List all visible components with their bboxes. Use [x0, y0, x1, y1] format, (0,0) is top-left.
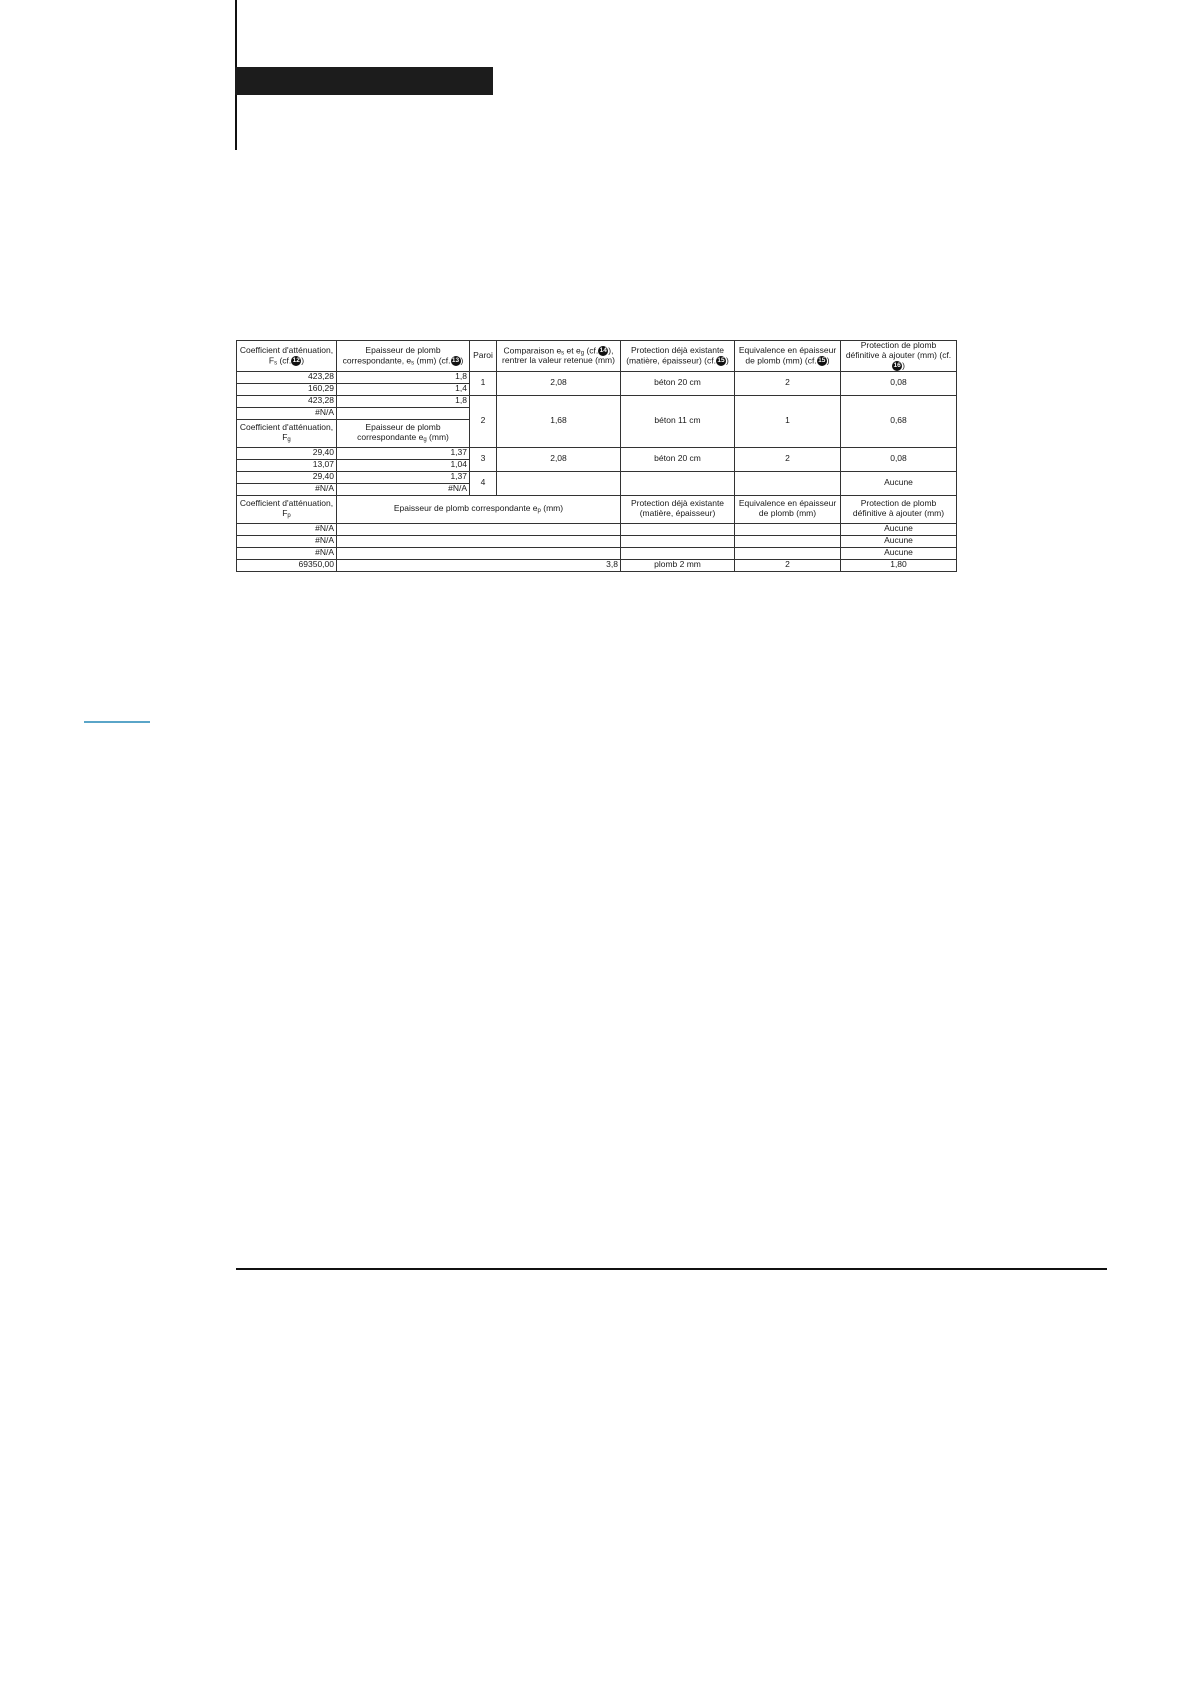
fs-coef-cell: #N/A — [237, 407, 337, 419]
paroi-comp-cell: 2,08 — [497, 371, 621, 395]
equiv2-header: Equivalence en épaisseur de plomb (mm) — [735, 495, 841, 523]
ref-14-icon: 14 — [599, 346, 607, 354]
fp-coef-cell: #N/A — [237, 523, 337, 535]
paroi-num-cell: 1 — [470, 371, 497, 395]
paroi-comp-cell: 1,68 — [497, 395, 621, 447]
table-row — [237, 535, 957, 547]
fp-equiv-cell — [735, 535, 841, 547]
fp-prot-cell — [621, 523, 735, 535]
fs-epais-cell: 1,8 — [337, 395, 470, 407]
fp-prot-cell: plomb 2 mm — [621, 559, 735, 571]
epais-ep-header: Epaisseur de plomb correspondante $e_p$ (mm) — [337, 495, 621, 523]
paroi-equiv-cell: 2 — [735, 371, 841, 395]
fp-equiv-cell: 2 — [735, 559, 841, 571]
fg-epais-cell: 1,37 — [337, 471, 470, 483]
comparaison-header: Comparaison $e_s$ et $e_g$ (cf.14), rentrer la valeur retenue (mm) — [497, 341, 621, 372]
protection-definitive-header: Protection de plomb définitive à ajouter (mm) (cf.16) — [841, 341, 957, 372]
fs-epais-cell: 1,4 — [337, 383, 470, 395]
fp-header-row — [237, 495, 957, 523]
paroi-def-cell: 0,68 — [841, 395, 957, 447]
coef-fp-header: Coefficient d'atténuation, $F_p$ — [237, 495, 337, 523]
fg-coef-cell: 29,40 — [237, 471, 337, 483]
table-row — [237, 559, 957, 571]
margin-blue-rule — [84, 721, 150, 723]
paroi-prot-cell: béton 11 cm — [621, 395, 735, 447]
fs-coef-cell: 423,28 — [237, 395, 337, 407]
paroi-def-cell: Aucune — [841, 471, 957, 495]
fg-coef-cell: 13,07 — [237, 459, 337, 471]
fp-coef-cell: 69350,00 — [237, 559, 337, 571]
paroi-equiv-cell: 1 — [735, 395, 841, 447]
coef-fs-header: Coefficient d'atténuation, $F_s$ (cf.12) — [237, 341, 337, 372]
table-row — [237, 395, 957, 407]
epais-es-header: Epaisseur de plomb correspondante, $e_s$ (mm) (cf.13) — [337, 341, 470, 372]
fp-epais-cell — [337, 535, 621, 547]
table-row — [237, 471, 957, 483]
ref-15-icon: 15 — [717, 356, 725, 364]
prot-def2-header: Protection de plomb définitive à ajouter (mm) — [841, 495, 957, 523]
paroi-def-cell: 0,08 — [841, 371, 957, 395]
fs-coef-cell: 160,29 — [237, 383, 337, 395]
paroi-num-cell: 4 — [470, 471, 497, 495]
fg-epais-cell: 1,04 — [337, 459, 470, 471]
epais-eg-header: Epaisseur de plomb correspondante $e_g$ (mm) — [337, 419, 470, 447]
paroi-comp-cell — [497, 471, 621, 495]
fp-equiv-cell — [735, 523, 841, 535]
shielding-results-table — [236, 340, 957, 572]
ref-13-icon: 13 — [451, 356, 460, 364]
fp-epais-cell: 3,8 — [337, 559, 621, 571]
paroi-num-cell: 3 — [470, 447, 497, 471]
ref-16-icon: 16 — [893, 361, 901, 369]
table-row — [237, 547, 957, 559]
prot-exist2-header: Protection déjà existante (matière, épaisseur) — [621, 495, 735, 523]
paroi-equiv-cell — [735, 471, 841, 495]
fs-epais-cell — [337, 407, 470, 419]
paroi-def-cell: 0,08 — [841, 447, 957, 471]
paroi-prot-cell: béton 20 cm — [621, 371, 735, 395]
coef-fg-header: Coefficient d'atténuation, $F_g$ — [237, 419, 337, 447]
header-black-bar — [235, 67, 493, 95]
fp-prot-cell — [621, 535, 735, 547]
table-row — [237, 523, 957, 535]
fp-coef-cell: #N/A — [237, 535, 337, 547]
paroi-header: Paroi — [470, 341, 497, 372]
paroi-prot-cell: béton 20 cm — [621, 447, 735, 471]
fg-coef-cell: 29,40 — [237, 447, 337, 459]
fg-coef-cell: #N/A — [237, 483, 337, 495]
fp-def-cell: 1,80 — [841, 559, 957, 571]
paroi-prot-cell — [621, 471, 735, 495]
protection-existante-header: Protection déjà existante (matière, épaisseur) (cf.15) — [621, 341, 735, 372]
fp-def-cell: Aucune — [841, 523, 957, 535]
fs-epais-cell: 1,8 — [337, 371, 470, 383]
ref-12-icon: 12 — [292, 356, 300, 364]
equivalence-header: Equivalence en épaisseur de plomb (mm) (cf.15) — [735, 341, 841, 372]
fg-epais-cell: #N/A — [337, 483, 470, 495]
fp-epais-cell — [337, 547, 621, 559]
fp-epais-cell — [337, 523, 621, 535]
table-row — [237, 371, 957, 383]
fg-epais-cell: 1,37 — [337, 447, 470, 459]
fp-equiv-cell — [735, 547, 841, 559]
fp-def-cell: Aucune — [841, 535, 957, 547]
fp-prot-cell — [621, 547, 735, 559]
fp-coef-cell: #N/A — [237, 547, 337, 559]
table-header-row — [237, 341, 957, 372]
paroi-num-cell: 2 — [470, 395, 497, 447]
footer-rule — [236, 1268, 1107, 1270]
fs-coef-cell: 423,28 — [237, 371, 337, 383]
table-row — [237, 447, 957, 459]
paroi-comp-cell: 2,08 — [497, 447, 621, 471]
ref-15b-icon: 15 — [818, 356, 826, 364]
paroi-equiv-cell: 2 — [735, 447, 841, 471]
fp-def-cell: Aucune — [841, 547, 957, 559]
